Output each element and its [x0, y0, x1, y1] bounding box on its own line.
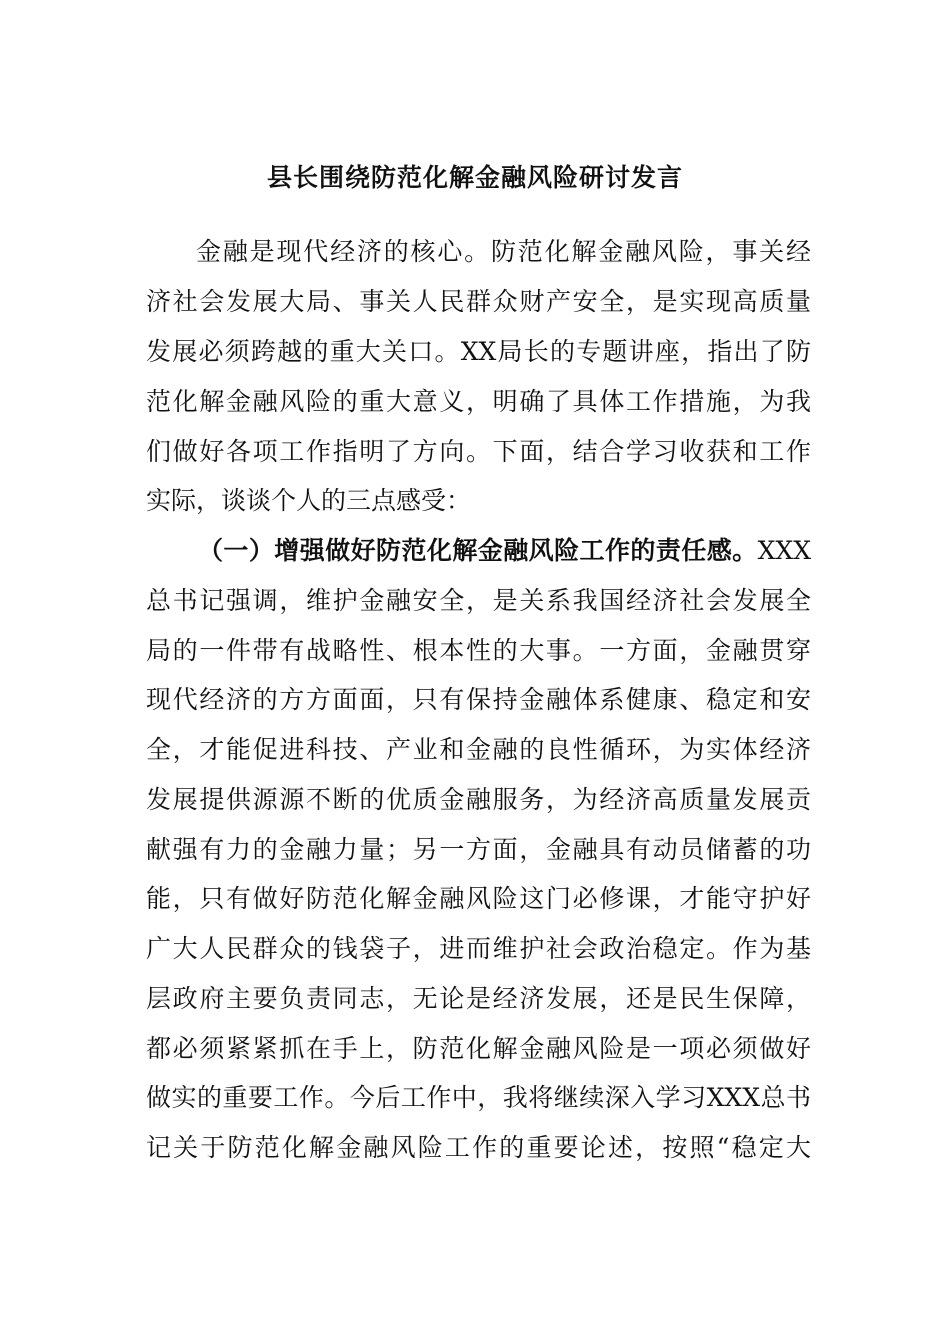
paragraph-line: 广大人民群众的钱袋子，进而维护社会政治稳定。作为基	[146, 934, 811, 963]
paragraph-line: 发展必须跨越的重大关口。XX局长的专题讲座，指出了防	[146, 337, 811, 366]
paragraph-line: 全，才能促进科技、产业和金融的良性循环，为实体经济	[146, 735, 811, 764]
paragraph-line: 实际，谈谈个人的三点感受：	[146, 486, 472, 515]
paragraph-line: 们做好各项工作指明了方向。下面，结合学习收获和工作	[146, 437, 811, 466]
section-heading-line	[198, 531, 811, 571]
document-title: 县长围绕防范化解金融风险研讨发言	[266, 163, 683, 192]
section-heading-tail: XXX	[757, 536, 811, 565]
paragraph-line: 都必须紧紧抓在手上，防范化解金融风险是一项必须做好	[146, 1034, 811, 1063]
paragraph-line: 金融是现代经济的核心。防范化解金融风险，事关经	[196, 237, 811, 266]
paragraph-line: 能，只有做好防范化解金融风险这门必修课，才能守护好	[146, 884, 811, 913]
paragraph-line: 层政府主要负责同志，无论是经济发展，还是民生保障，	[146, 984, 811, 1013]
paragraph-line: 记关于防范化解金融风险工作的重要论述，按照“稳定大	[146, 1133, 811, 1162]
section-heading: （一）增强做好防范化解金融风险工作的责任感。	[198, 536, 758, 565]
paragraph-line: 济社会发展大局、事关人民群众财产安全，是实现高质量	[146, 287, 811, 316]
paragraph-line: 做实的重要工作。今后工作中，我将继续深入学习XXX总书	[146, 1083, 811, 1112]
paragraph-line: 现代经济的方方面面，只有保持金融体系健康、稳定和安	[146, 685, 811, 714]
paragraph-line: 范化解金融风险的重大意义，明确了具体工作措施，为我	[146, 387, 811, 416]
paragraph-line: 总书记强调，维护金融安全，是关系我国经济社会发展全	[146, 586, 811, 615]
paragraph-line: 献强有力的金融力量；另一方面，金融具有动员储蓄的功	[146, 835, 811, 864]
paragraph-line: 发展提供源源不断的优质金融服务，为经济高质量发展贡	[146, 785, 811, 814]
paragraph-line: 局的一件带有战略性、根本性的大事。一方面，金融贯穿	[146, 636, 811, 665]
